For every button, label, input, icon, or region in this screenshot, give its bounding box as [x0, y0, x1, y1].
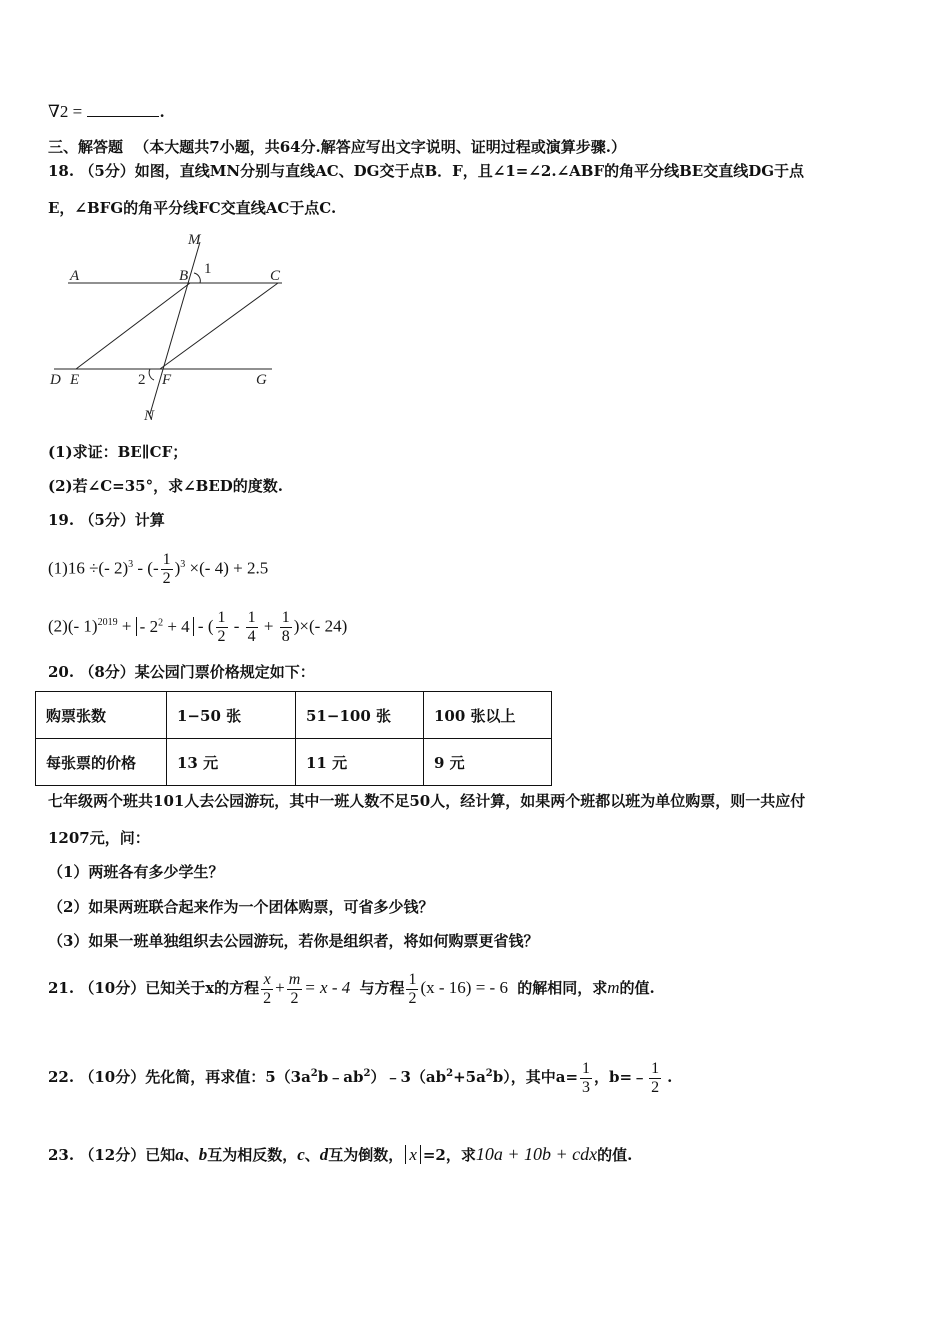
q20-part1: （1）两班各有多少学生？ — [48, 863, 224, 881]
q18-line2: E，∠BFG的角平分线FC交直线AC于点C. — [48, 199, 337, 217]
label-1: 1 — [204, 261, 212, 277]
table-cell: 11 元 — [296, 739, 424, 786]
table-cell: 13 元 — [167, 739, 296, 786]
q20-desc1: 七年级两个班共101人去公园游玩，其中一班人数不足50人，经计算，如果两个班都以班为单位购票，则一共应付 — [48, 792, 806, 810]
label-a: A — [70, 268, 80, 284]
label-c: C — [270, 268, 281, 284]
q21-fraction-x: $\frac{x}{2}$ — [263, 970, 272, 1007]
label-d: D — [50, 372, 61, 388]
q23-abs-x: x — [405, 1145, 421, 1164]
q21-suffix: 的解相同，求 — [517, 979, 608, 997]
section-heading — [48, 137, 626, 157]
e2-exponent: 2019 — [97, 617, 118, 628]
q21-plus: + — [275, 978, 285, 997]
e1-prefix: (1)16 ÷(- 2) — [48, 558, 129, 578]
e2-tail: )×(- 24) — [293, 616, 348, 636]
q22-fraction-b: $\frac{1}{2}$ — [651, 1059, 660, 1096]
label-g: G — [256, 372, 267, 388]
e1-close: ) — [174, 558, 181, 578]
q23-line: 23. （12分）已知a、b互为相反数，c、d互为倒数， x =2，求10a + 10b + cdx的值. — [48, 1144, 633, 1164]
table-row — [36, 739, 552, 786]
q18-geometry-figure — [40, 228, 300, 428]
label-b: B — [179, 268, 189, 284]
table-cell: 购票张数 — [36, 692, 167, 739]
q21-fraction-half: $\frac{1}{2}$ — [408, 970, 417, 1007]
q21-mid: 与方程 — [359, 979, 405, 997]
q20-part2: （2）如果两班联合起来作为一个团体购票，可省多少钱？ — [48, 898, 434, 916]
e2-fraction-1: $\frac{1}{2}$ — [217, 609, 226, 646]
section-note: （本大题共7小题，共64分.解答应写出文字说明、证明过程或演算步骤.） — [134, 138, 627, 156]
q21-line — [48, 968, 655, 1008]
e1-mid: - (- — [133, 558, 159, 578]
e2-minus: - — [229, 616, 244, 636]
q23-expression: 10a + 10b + cdx — [475, 1144, 598, 1164]
segment-fc — [160, 283, 278, 369]
e2-plus-2: + — [259, 616, 278, 636]
q21-equation-2: (x - 16) = - 6 — [420, 978, 508, 997]
table-row — [36, 692, 552, 739]
section-title: 三、解答题 — [48, 138, 124, 156]
q18-part1: (1)求证：BE∥CF； — [48, 443, 188, 461]
e1-exponent: 3 — [128, 559, 134, 570]
q19-expression-2 — [48, 603, 347, 647]
e2-fraction-2: $\frac{1}{4}$ — [247, 609, 256, 646]
q22-fraction-a: $\frac{1}{3}$ — [582, 1059, 591, 1096]
e2-mid: - ( — [193, 616, 214, 636]
q20-part3: （3）如果一班单独组织去公园游玩，若你是组织者，将如何购票更省钱？ — [48, 932, 539, 950]
previous-answer-line — [48, 102, 165, 122]
label-f: F — [162, 372, 172, 388]
nabla-expression: ∇2 = — [48, 102, 83, 121]
table-cell: 1−50 张 — [167, 692, 296, 739]
blank-period: . — [159, 103, 165, 121]
e2-plus: + — [117, 616, 136, 636]
q19-title: 19. （5分）计算 — [48, 511, 165, 529]
q18-part2: (2)若∠C=35°，求∠BED的度数. — [48, 477, 283, 495]
e2-absolute-value: - $2^2 + 4$ — [136, 617, 194, 636]
e1-tail: ×(- 4) + 2.5 — [185, 558, 269, 578]
e1-exponent-2: 3 — [180, 559, 186, 570]
q21-prefix: 21. （10分）已知关于x的方程 — [48, 979, 260, 997]
segment-be — [76, 283, 190, 369]
angle-1-arc — [194, 273, 200, 283]
e1-fraction: $\frac{1}{2}$ — [162, 551, 171, 588]
label-m: M — [188, 232, 201, 248]
table-cell: 51−100 张 — [296, 692, 424, 739]
q21-var-m: m — [607, 978, 620, 997]
table-cell: 9 元 — [424, 739, 552, 786]
e2-prefix: (2)(- 1) — [48, 616, 98, 636]
label-n: N — [144, 408, 155, 424]
q21-end: 的值. — [619, 979, 655, 997]
angle-2-arc — [149, 369, 154, 380]
label-2: 2 — [138, 372, 146, 388]
q21-rhs: = x - 4 — [304, 978, 351, 997]
label-e: E — [70, 372, 80, 388]
answer-blank[interactable] — [87, 102, 159, 117]
q19-expression-1 — [48, 545, 268, 589]
line-mn — [150, 242, 200, 414]
q20-title: 20. （8分）某公园门票价格规定如下： — [48, 663, 315, 681]
q18-line1: 18. （5分）如图，直线MN分别与直线AC、DG交于点B．F，且∠1=∠2.∠ABF的角平分线BE交直线DG于点 — [48, 162, 805, 180]
q20-desc2: 1207元，问： — [48, 829, 150, 847]
table-cell: 每张票的价格 — [36, 739, 167, 786]
table-cell: 100 张以上 — [424, 692, 552, 739]
ticket-price-table — [35, 691, 552, 786]
q22-line: 22. （10分）先化简，再求值：$5(3a^2b﹣ab^2)﹣3(ab^2+5a^2b)$，其中a= $\frac{1}{3}$ ，b=﹣ $\frac{1}{2}$ . — [48, 1059, 673, 1096]
q21-fraction-m: $\frac{m}{2}$ — [288, 970, 301, 1007]
e2-fraction-3: $\frac{1}{8}$ — [281, 609, 290, 646]
